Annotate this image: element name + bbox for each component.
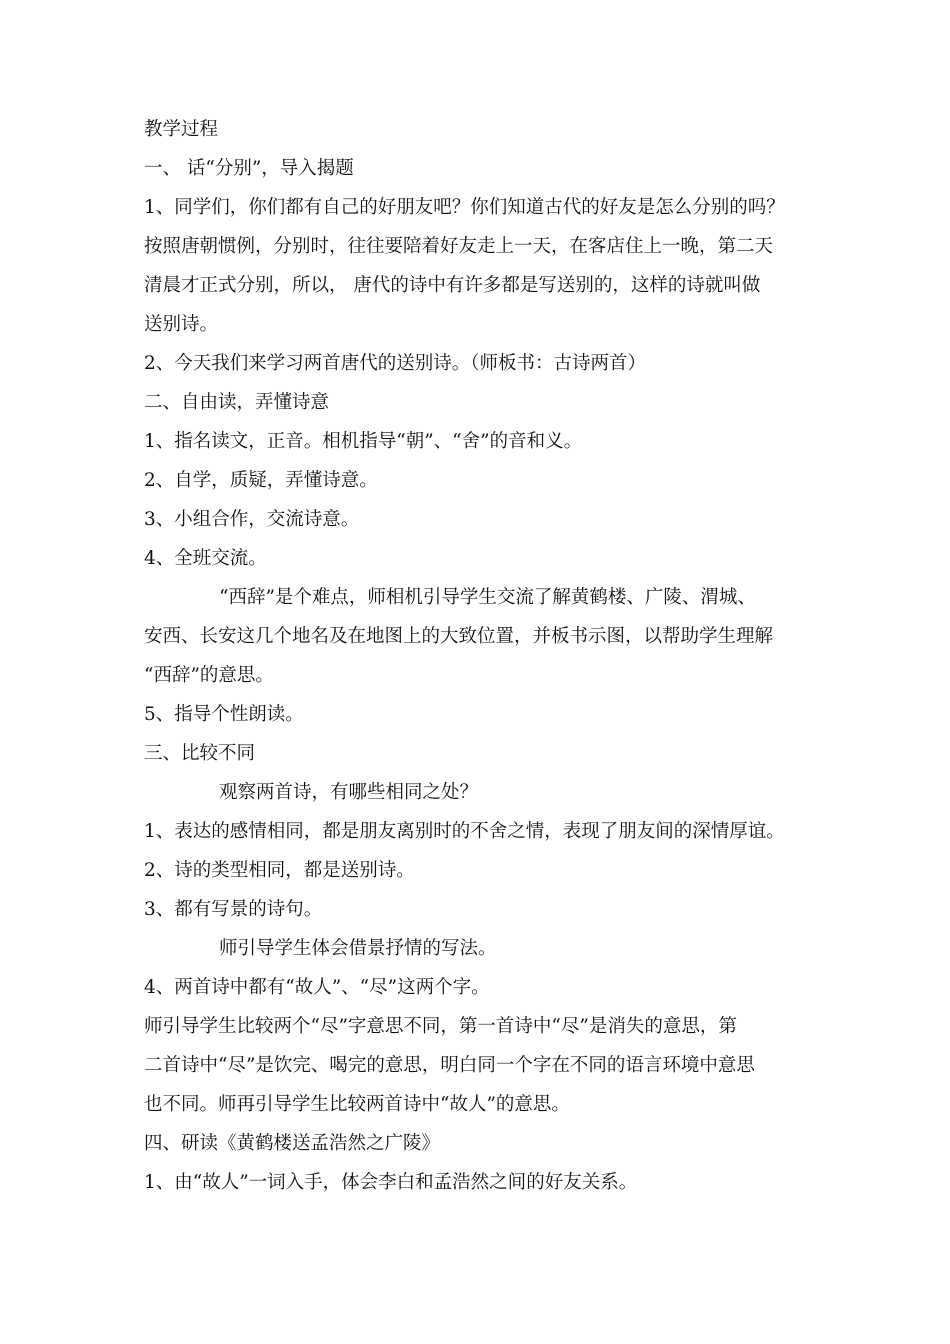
section-title-4: 四、研读《黄鹤楼送孟浩然之广陵》	[144, 1133, 441, 1154]
paragraph-line: 也不同。师再引导学生比较两首诗中“故人”的意思。	[144, 1094, 570, 1115]
section-title-3: 三、比较不同	[144, 743, 256, 764]
paragraph-line: 2、今天我们来学习两首唐代的送别诗。（师板书：古诗两首）	[144, 353, 647, 374]
indented-paragraph-line: 观察两首诗，有哪些相同之处？	[219, 782, 479, 803]
paragraph-line: 1、同学们，你们都有自己的好朋友吧？你们知道古代的好友是怎么分别的吗？	[144, 197, 785, 218]
section-heading: 教学过程	[144, 119, 219, 140]
paragraph-line: 1、指名读文，正音。相机指导“朝”、“舍”的音和义。	[144, 431, 583, 452]
paragraph-line: 3、小组合作，交流诗意。	[144, 509, 360, 530]
paragraph-line: 1、由“故人”一词入手，体会李白和孟浩然之间的好友关系。	[144, 1172, 638, 1193]
paragraph-line: 清晨才正式分别，所以， 唐代的诗中有许多都是写送别的，这样的诗就叫做	[144, 275, 761, 296]
section-title-2: 二、自由读，弄懂诗意	[144, 392, 330, 413]
paragraph-line: 5、指导个性朗读。	[144, 704, 304, 725]
paragraph-line: 送别诗。	[144, 314, 219, 335]
indented-paragraph-line: 师引导学生体会借景抒情的写法。	[219, 938, 497, 959]
paragraph-line: “西辞”的意思。	[144, 665, 274, 686]
paragraph-line: 二首诗中“尽”是饮完、喝完的意思，明白同一个字在不同的语言环境中意思	[144, 1055, 755, 1076]
document-body	[144, 110, 804, 1202]
paragraph-line: 师引导学生比较两个“尽”字意思不同，第一首诗中“尽”是消失的意思，第	[144, 1016, 737, 1037]
paragraph-line: 2、诗的类型相同，都是送别诗。	[144, 860, 415, 881]
section-title-1: 一、 话“分别”，导入揭题	[144, 158, 354, 179]
paragraph-line: 按照唐朝惯例，分别时，往往要陪着好友走上一天，在客店住上一晚，第二天	[144, 236, 774, 257]
indented-paragraph-line: “西辞”是个难点，师相机引导学生交流了解黄鹤楼、广陵、渭城、	[219, 587, 756, 608]
paragraph-line: 1、表达的感情相同，都是朋友离别时的不舍之情，表现了朋友间的深情厚谊。	[144, 821, 785, 842]
paragraph-line: 2、自学，质疑，弄懂诗意。	[144, 470, 378, 491]
paragraph-line: 3、都有写景的诗句。	[144, 899, 323, 920]
paragraph-line: 4、两首诗中都有“故人”、“尽”这两个字。	[144, 977, 490, 998]
paragraph-line: 4、全班交流。	[144, 548, 267, 569]
paragraph-line: 安西、长安这几个地名及在地图上的大致位置，并板书示图，以帮助学生理解	[144, 626, 774, 647]
